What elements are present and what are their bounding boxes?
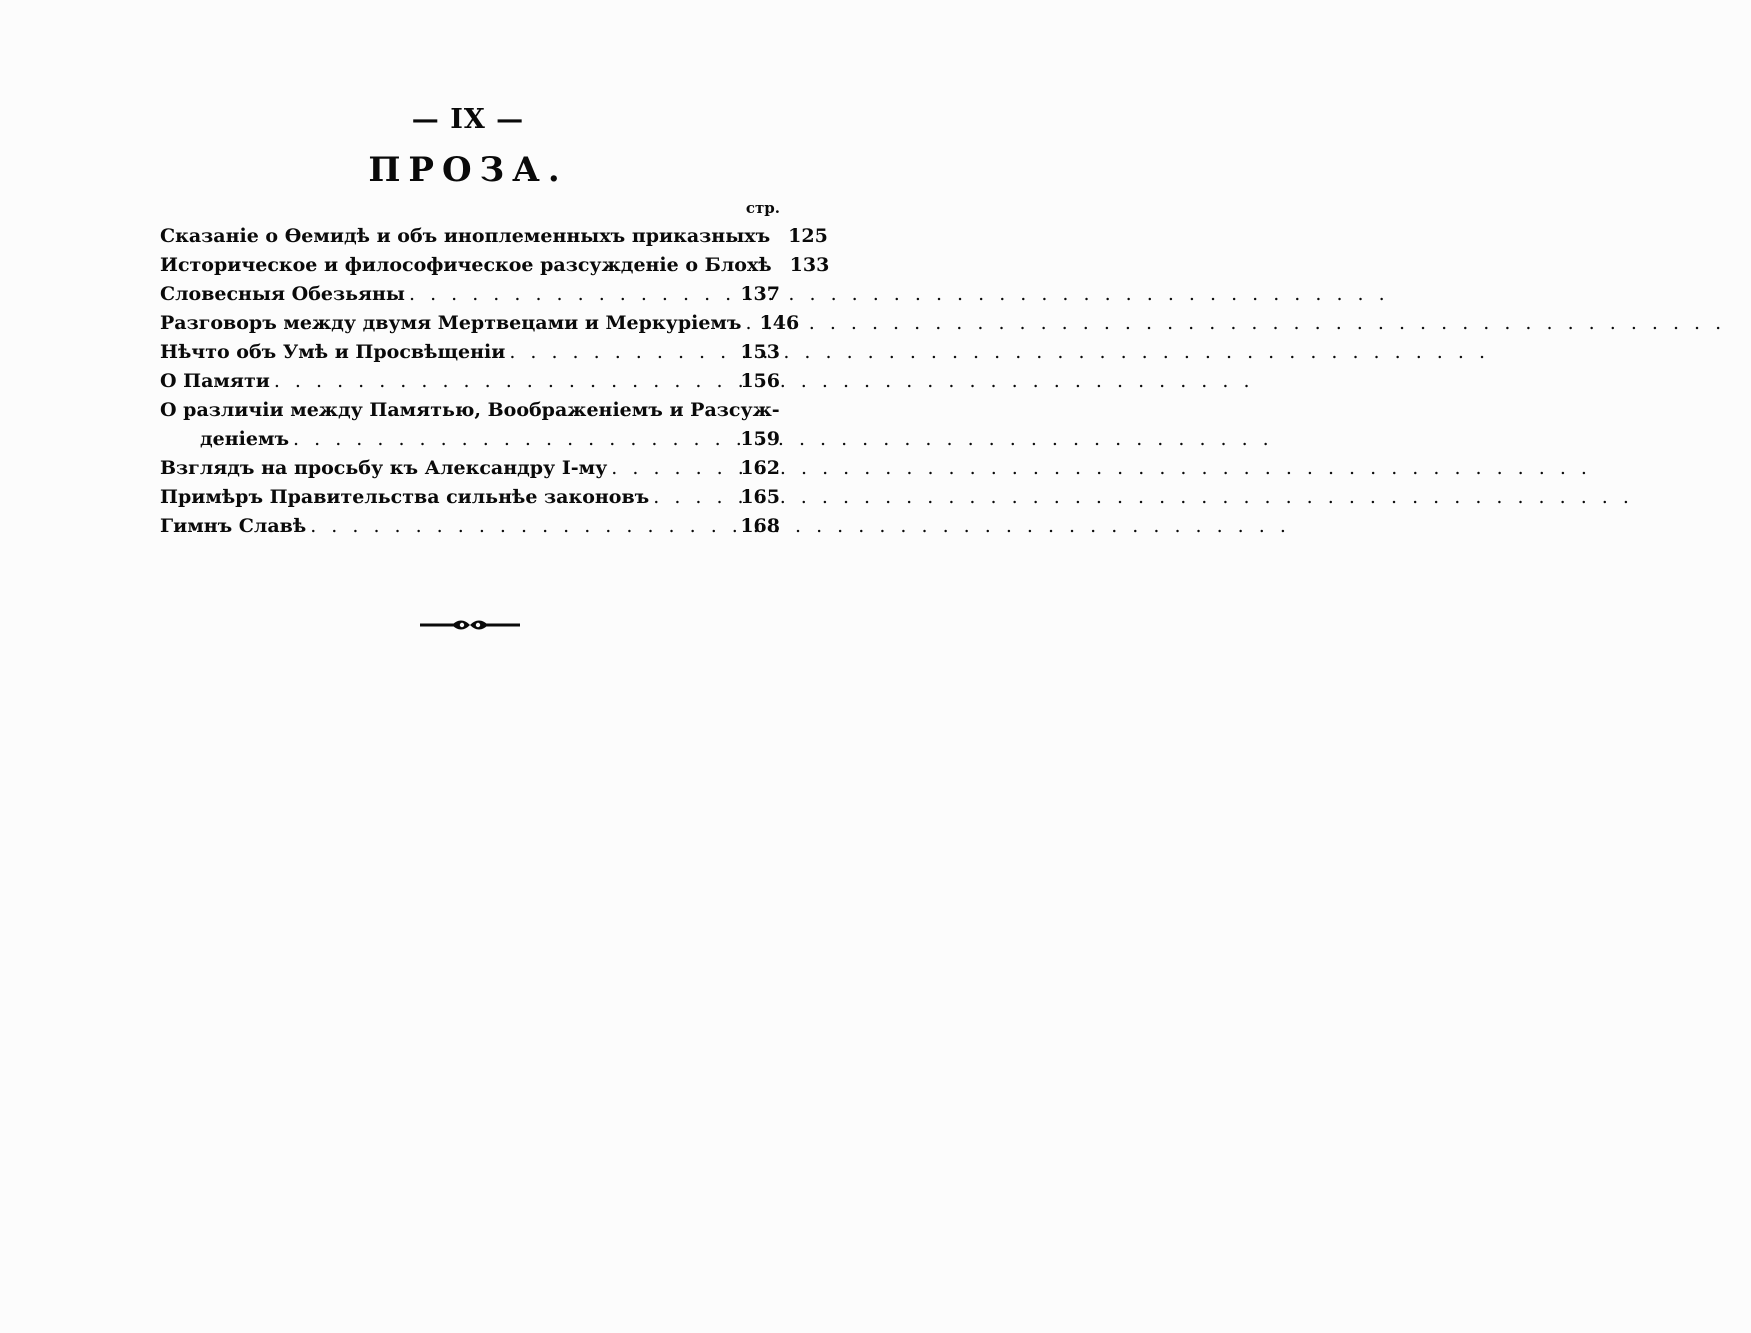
toc-entry xyxy=(160,367,780,396)
toc-entry xyxy=(160,309,800,338)
dot-leader xyxy=(746,309,756,338)
toc-entry-page: 133 xyxy=(789,254,830,276)
toc-entry-title: Нѣчто объ Умѣ и Просвѣщеніи xyxy=(160,341,506,363)
toc-entry-title: Разговоръ между двумя Мертвецами и Меркуріемъ xyxy=(160,312,742,334)
toc-entry xyxy=(160,512,780,541)
dot-leader xyxy=(653,483,736,512)
toc-entry xyxy=(160,454,780,483)
toc-entry-page: 168 xyxy=(740,515,780,537)
toc-entry-page: 146 xyxy=(759,312,800,334)
toc-entry-title: О различіи между Памятью, Воображеніемъ и Разсуж- xyxy=(160,399,780,421)
decorative-rule-ornament-icon xyxy=(418,617,522,633)
toc-entry xyxy=(160,280,780,309)
dot-leader xyxy=(274,367,737,396)
toc-entry-title: Гимнъ Славѣ xyxy=(160,515,307,537)
dot-leader xyxy=(611,454,736,483)
toc-entry-page: 165 xyxy=(740,486,780,508)
toc-entry-title: Сказаніе о Ѳемидѣ и объ иноплеменныхъ приказныхъ xyxy=(160,225,771,247)
toc-entry xyxy=(160,338,780,367)
toc-entry-title: Словесныя Обезьяны xyxy=(160,283,405,305)
toc-entry-page: 137 xyxy=(740,283,780,305)
toc-entry-title: Историческое и философическое разсужденіе о Блохѣ xyxy=(160,254,772,276)
toc-entry-page: 159 xyxy=(740,428,780,450)
dot-leader xyxy=(310,512,736,541)
toc-entry-title-continued: деніемъ xyxy=(200,428,290,450)
toc-entry-title: Взглядъ на просьбу къ Александру I-му xyxy=(160,457,608,479)
toc-entry-page: 156 xyxy=(740,370,780,392)
dot-leader xyxy=(293,425,736,454)
toc-entry-page: 125 xyxy=(788,225,828,247)
table-of-contents xyxy=(160,222,830,541)
page-number: — IX — xyxy=(411,104,525,135)
toc-entry xyxy=(160,483,780,512)
toc-entry xyxy=(160,251,830,280)
dot-leader xyxy=(409,280,736,309)
toc-entry xyxy=(160,396,780,454)
toc-entry-title: Примѣръ Правительства сильнѣе законовъ xyxy=(160,486,650,508)
section-title: ПРОЗА. xyxy=(368,150,568,190)
toc-entry xyxy=(160,222,828,251)
dot-leader xyxy=(509,338,736,367)
toc-entry-page: 162 xyxy=(740,457,780,479)
toc-entry-title: О Памяти xyxy=(160,370,270,392)
page-column-label: стр. xyxy=(745,199,780,217)
toc-entry-page: 153 xyxy=(740,341,780,363)
